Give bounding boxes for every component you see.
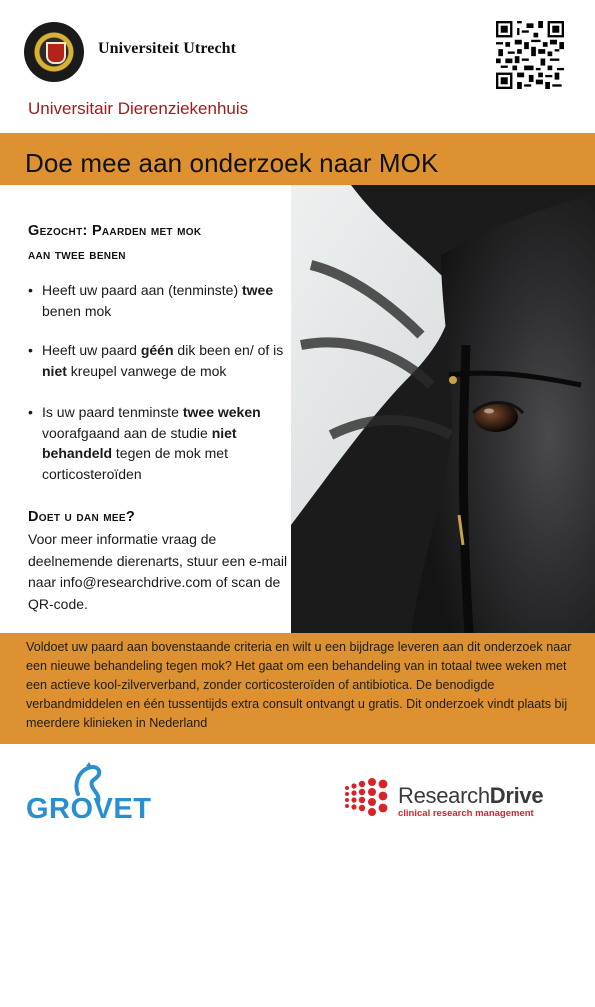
info-text: Voldoet uw paard aan bovenstaande criteria en wilt u een bijdrage leveren aan dit onderzoek naar een nieuwe behandeling tegen mok? Het gaat om een behandeling van in totaal twee weken met een actieve kool-zilververband, zonder corticosteroïden of antibiotica. De benodigde verbandmiddelen en één tussentijds extra consult ontvangt u gratis. Dit onderzoek vindt plaats bij meerdere klinieken in Nederland [26, 640, 572, 730]
grovet-logo-text: GROVET [26, 793, 152, 824]
svg-text:ResearchDrive [398, 783, 543, 808]
sought-heading-line1: Gezocht: Paarden met mok [28, 223, 202, 239]
page-title: Doe mee aan onderzoek naar MOK [25, 148, 439, 178]
researchdrive-dots-icon [345, 778, 387, 816]
join-heading: Doet u dan mee? [28, 509, 136, 525]
university-seal-icon [24, 22, 84, 82]
rd-main-text: Research [398, 783, 490, 808]
qr-code-icon[interactable] [496, 21, 564, 89]
sought-heading-line2: aan twee benen [28, 247, 126, 263]
sought-heading [28, 219, 278, 267]
university-name: Universiteit Utrecht [98, 40, 237, 57]
horse-eye-photo [291, 185, 595, 633]
grovet-logo [26, 762, 166, 824]
bullet-icon: • [28, 342, 33, 358]
criteria-item-2: • Heeft uw paard géén dik been en/ of is niet kreupel vanwege de mok [28, 342, 284, 379]
join-text: Voor meer informatie vraag de deelnemende dierenarts, stuur een e-mail naar info@researchdrive.com of scan de QR-code. [28, 531, 288, 612]
department-name: Universitair Dierenziekenhuis [28, 99, 249, 118]
bullet-icon: • [28, 282, 33, 298]
rd-bold-text: Drive [489, 783, 544, 808]
criteria-item-3: • Is uw paard tenminste twee weken voorafgaand aan de studie niet behandeld tegen de mok met corticosteroïden [28, 404, 261, 482]
researchdrive-logo [340, 774, 570, 820]
criteria-item-1: • Heeft uw paard aan (tenminste) twee benen mok [28, 282, 274, 319]
rd-tagline: clinical research management [398, 808, 534, 819]
bullet-icon: • [28, 404, 33, 420]
